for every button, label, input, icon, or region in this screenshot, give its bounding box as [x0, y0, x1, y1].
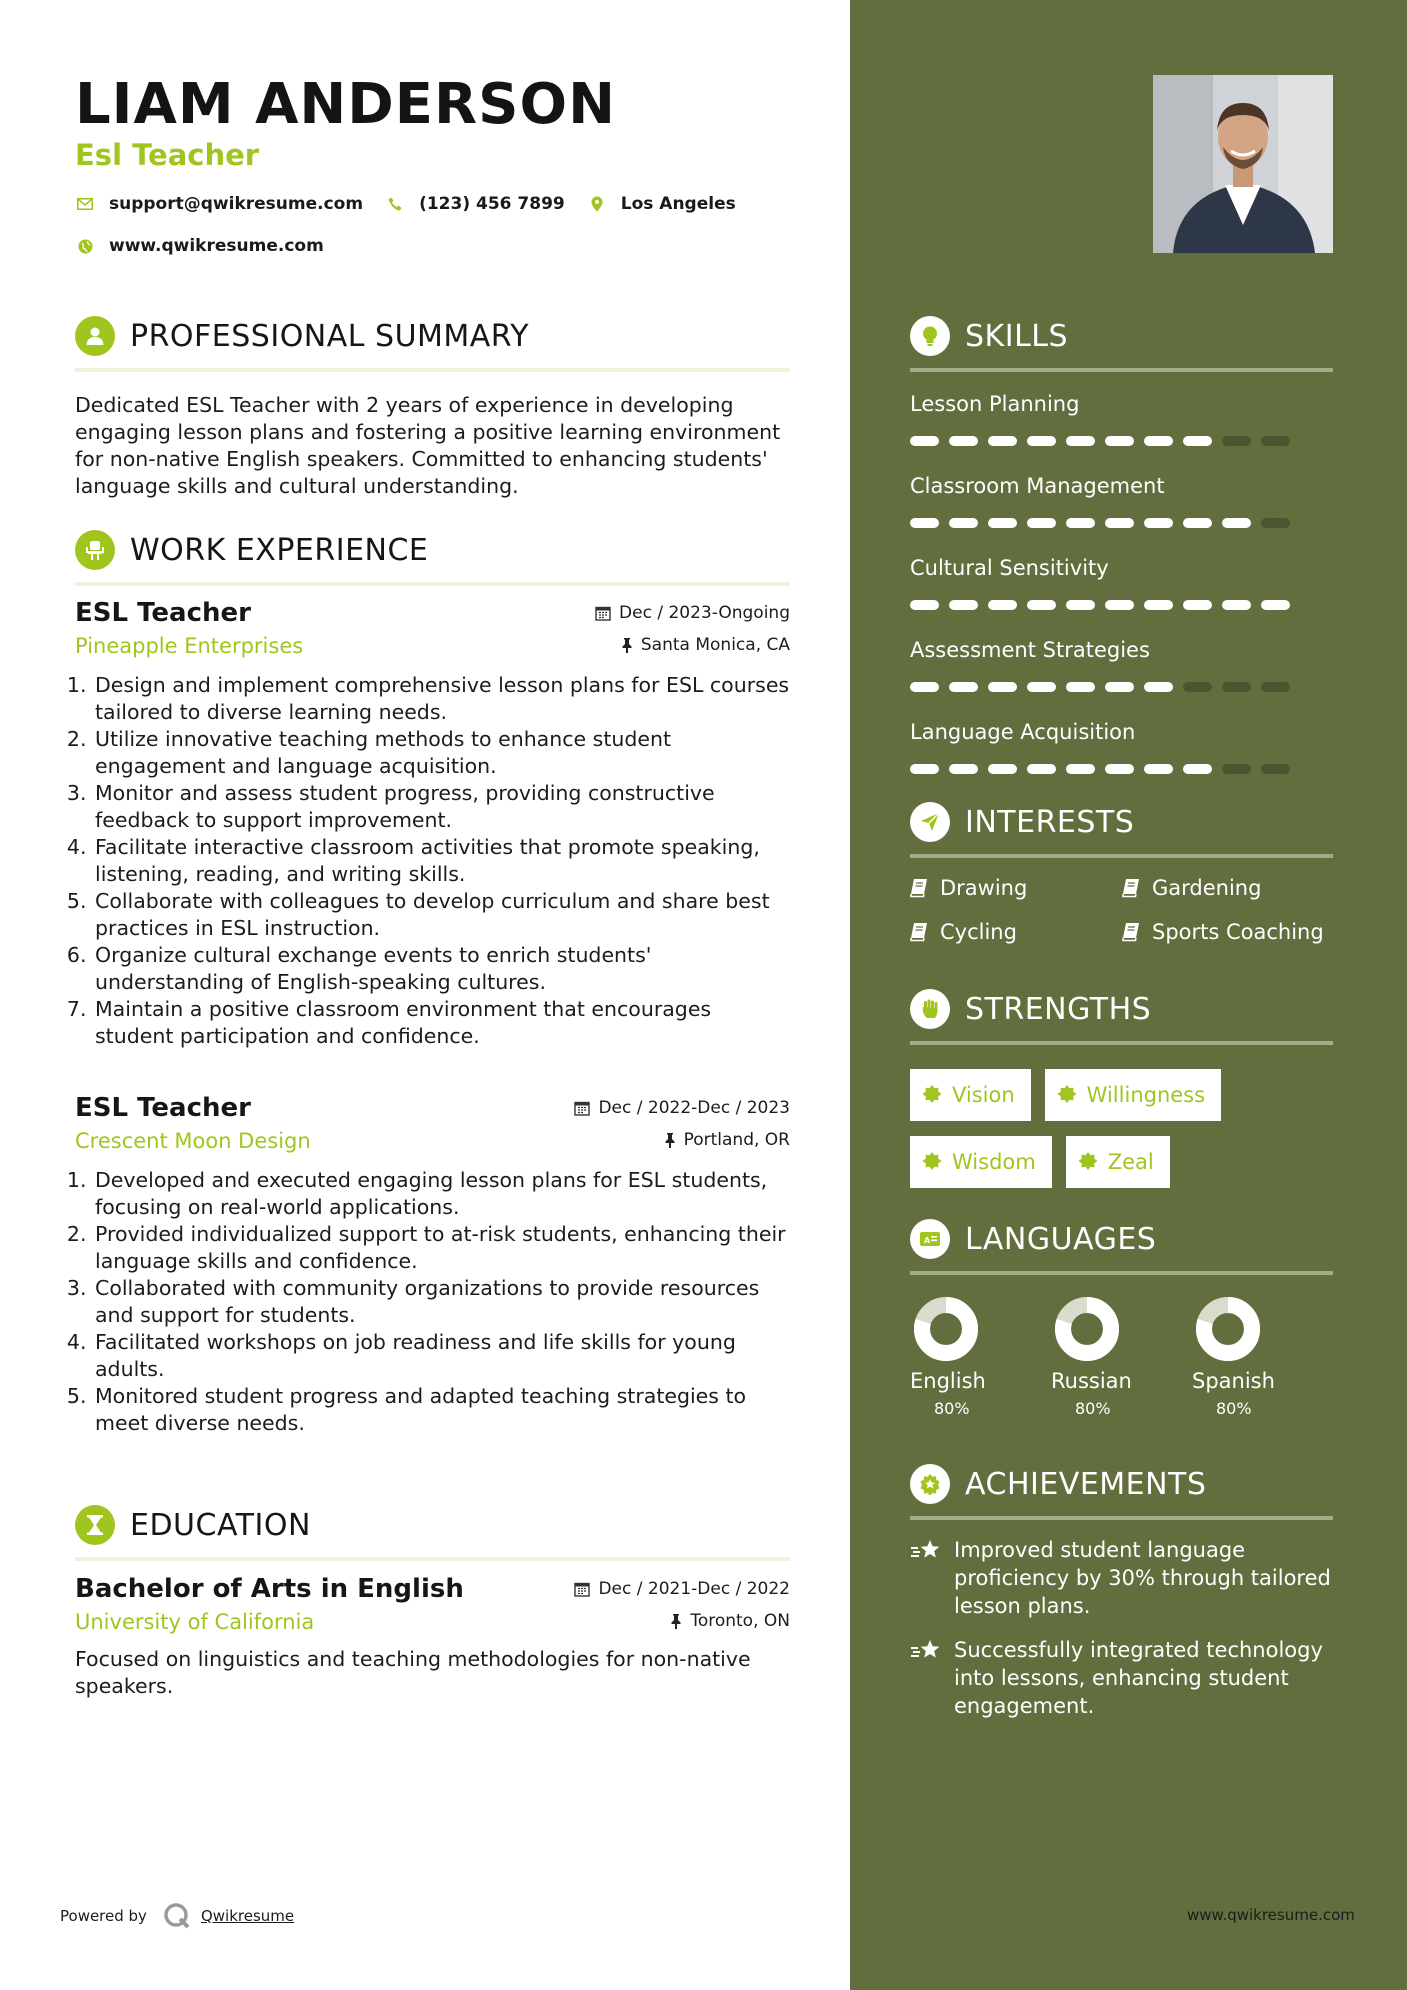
shooting-star-icon	[910, 1638, 942, 1664]
skill-level-dash	[1222, 518, 1251, 528]
badge-icon	[1057, 1085, 1077, 1105]
section-divider	[910, 1271, 1333, 1275]
languages-section	[910, 1217, 1333, 1418]
skill-level-dash	[1027, 600, 1056, 610]
skills-heading: SKILLS	[965, 318, 1069, 354]
skill-level-dash	[1027, 436, 1056, 446]
skill-level-dash	[1222, 682, 1251, 692]
phone-icon	[385, 194, 405, 214]
skill-name: Classroom Management	[910, 474, 1165, 498]
language-name: English	[910, 1369, 986, 1393]
skill-level-dash	[1183, 518, 1212, 528]
skill-level-dash	[1183, 764, 1212, 774]
skill-level-dash	[1261, 764, 1290, 774]
skill-level-dash	[1144, 682, 1173, 692]
book-icon	[910, 922, 928, 942]
job-date: Dec / 2023-Ongoing	[595, 603, 790, 623]
book-icon	[1122, 922, 1140, 942]
contact-website[interactable]	[75, 236, 324, 256]
skill-level-dash	[910, 518, 939, 528]
skill-level-dash	[1222, 436, 1251, 446]
skill-item	[910, 720, 1333, 774]
section-divider	[910, 1041, 1333, 1045]
skill-name: Language Acquisition	[910, 720, 1136, 744]
skill-level-dash	[1066, 436, 1095, 446]
list-item: 2. Utilize innovative teaching methods to enhance student engagement and language acquisition.	[93, 726, 790, 780]
achievements-list	[910, 1536, 1333, 1720]
summary-section	[75, 314, 790, 500]
list-item: 6. Organize cultural exchange events to enrich students' understanding of English-speaking cultures.	[93, 942, 790, 996]
contact-row-website	[75, 236, 346, 256]
hourglass-icon	[75, 1505, 115, 1545]
education-location: Toronto, ON	[670, 1611, 790, 1631]
interests-heading: INTERESTS	[965, 804, 1135, 840]
pushpin-icon	[664, 1132, 676, 1148]
language-level: 80%	[1216, 1399, 1252, 1418]
language-level: 80%	[1075, 1399, 1111, 1418]
skill-level-dash	[1261, 436, 1290, 446]
qwikresume-logo-icon	[163, 1902, 191, 1930]
skill-level-bar	[910, 436, 1333, 446]
job-bullets	[75, 672, 790, 1050]
skill-level-dash	[1261, 600, 1290, 610]
badge-icon	[1078, 1152, 1098, 1172]
languages-list	[910, 1297, 1333, 1418]
svg-text:A: A	[924, 1236, 931, 1245]
skill-name: Assessment Strategies	[910, 638, 1150, 662]
fist-icon	[910, 989, 950, 1029]
language-item	[910, 1297, 1051, 1418]
skill-level-dash	[1105, 764, 1134, 774]
list-item: 3. Collaborated with community organizations to provide resources and support for students.	[93, 1275, 790, 1329]
list-item: Improved student language proficiency by 30% through tailored lesson plans.	[910, 1536, 1333, 1620]
job-company: Crescent Moon Design	[75, 1129, 311, 1153]
skill-level-dash	[1183, 682, 1212, 692]
skill-level-dash	[1066, 764, 1095, 774]
skill-level-bar	[910, 518, 1333, 528]
pushpin-icon	[621, 637, 633, 653]
strengths-section	[910, 987, 1333, 1203]
badge-icon	[922, 1152, 942, 1172]
calendar-icon	[574, 1100, 590, 1116]
calendar-icon	[595, 605, 611, 621]
skill-level-dash	[1105, 682, 1134, 692]
achievements-heading: ACHIEVEMENTS	[965, 1466, 1207, 1502]
id-card-icon	[910, 1219, 950, 1259]
skill-item	[910, 392, 1333, 446]
chair-icon	[75, 530, 115, 570]
job-entry	[75, 598, 790, 1050]
school-name: University of California	[75, 1610, 315, 1634]
job-entry	[75, 1093, 790, 1437]
skill-level-dash	[1144, 518, 1173, 528]
calendar-icon	[574, 1581, 590, 1597]
list-item: 4. Facilitate interactive classroom activities that promote speaking, listening, reading, and writing skills.	[93, 834, 790, 888]
strength-tag: Willingness	[1045, 1069, 1221, 1121]
education-entry	[75, 1574, 790, 1700]
skill-level-dash	[988, 600, 1017, 610]
skills-list	[910, 392, 1333, 774]
job-position: ESL Teacher	[75, 1093, 251, 1123]
strengths-heading: STRENGTHS	[965, 991, 1152, 1027]
pushpin-icon	[670, 1613, 682, 1629]
skill-level-dash	[1027, 764, 1056, 774]
language-item	[1192, 1297, 1333, 1418]
skill-level-dash	[1066, 518, 1095, 528]
skill-level-dash	[1105, 518, 1134, 528]
powered-by-text: Powered by	[60, 1907, 147, 1925]
section-divider	[75, 1557, 790, 1561]
skill-level-dash	[910, 436, 939, 446]
strength-tag: Zeal	[1066, 1136, 1170, 1188]
skill-level-dash	[949, 764, 978, 774]
language-ring	[1055, 1297, 1119, 1361]
skill-level-dash	[1066, 600, 1095, 610]
brand-link[interactable]: Qwikresume	[200, 1907, 295, 1925]
list-item: Cycling	[910, 920, 1122, 944]
skill-item	[910, 474, 1333, 528]
skill-level-dash	[1027, 682, 1056, 692]
skill-level-dash	[988, 518, 1017, 528]
skill-level-dash	[988, 436, 1017, 446]
candidate-name: LIAM ANDERSON	[75, 72, 616, 137]
contact-email[interactable]	[75, 194, 363, 214]
skill-level-dash	[1183, 600, 1212, 610]
footer-website[interactable]: www.qwikresume.com	[1187, 1906, 1355, 1924]
candidate-title: Esl Teacher	[75, 138, 260, 172]
skill-level-dash	[1183, 436, 1212, 446]
skill-level-bar	[910, 600, 1333, 610]
book-icon	[1122, 878, 1140, 898]
shooting-star-icon	[910, 1538, 942, 1564]
skill-level-dash	[1144, 436, 1173, 446]
skill-item	[910, 556, 1333, 610]
experience-heading: WORK EXPERIENCE	[130, 532, 429, 568]
list-item: Drawing	[910, 876, 1122, 900]
footer-powered-by	[60, 1902, 294, 1930]
job-location: Santa Monica, CA	[621, 635, 790, 655]
skill-level-dash	[910, 764, 939, 774]
list-item: Successfully integrated technology into lessons, enhancing student engagement.	[910, 1636, 1333, 1720]
languages-heading: LANGUAGES	[965, 1221, 1157, 1257]
skill-level-dash	[1261, 682, 1290, 692]
language-level: 80%	[934, 1399, 970, 1418]
paper-plane-icon	[910, 802, 950, 842]
skill-level-dash	[1261, 518, 1290, 528]
location-text: Los Angeles	[620, 194, 736, 214]
badge-icon	[922, 1085, 942, 1105]
user-icon	[75, 316, 115, 356]
section-divider	[910, 368, 1333, 372]
skill-level-bar	[910, 682, 1333, 692]
star-badge-icon	[910, 1464, 950, 1504]
list-item: 5. Collaborate with colleagues to develop curriculum and share best practices in ESL instruction.	[93, 888, 790, 942]
degree-name: Bachelor of Arts in English	[75, 1574, 464, 1604]
skill-level-dash	[1144, 764, 1173, 774]
skill-level-dash	[910, 682, 939, 692]
skill-level-dash	[1027, 518, 1056, 528]
globe-icon	[75, 236, 95, 256]
skill-level-dash	[1066, 682, 1095, 692]
contact-row	[75, 194, 758, 214]
summary-text: Dedicated ESL Teacher with 2 years of experience in developing engaging lesson plans and fostering a positive learning environment for non-native English speakers. Committed to enhancing students' language skills and cultural understanding.	[75, 393, 781, 498]
job-date: Dec / 2022-Dec / 2023	[574, 1098, 790, 1118]
contact-location	[587, 194, 736, 214]
skill-level-dash	[949, 436, 978, 446]
language-item	[1051, 1297, 1192, 1418]
section-divider	[75, 582, 790, 586]
job-company: Pineapple Enterprises	[75, 634, 304, 658]
book-icon	[910, 878, 928, 898]
list-item: 3. Monitor and assess student progress, providing constructive feedback to support improvement.	[93, 780, 790, 834]
section-divider	[75, 368, 790, 372]
skill-level-dash	[1222, 764, 1251, 774]
language-name: Spanish	[1192, 1369, 1275, 1393]
list-item: 1. Developed and executed engaging lesson plans for ESL students, focusing on real-world applications.	[93, 1167, 790, 1221]
list-item: Gardening	[1122, 876, 1334, 900]
experience-section	[75, 528, 790, 586]
list-item: 5. Monitored student progress and adapted teaching strategies to meet diverse needs.	[93, 1383, 790, 1437]
list-item: 2. Provided individualized support to at-risk students, enhancing their language skills and confidence.	[93, 1221, 790, 1275]
skill-level-dash	[1222, 600, 1251, 610]
skill-level-dash	[988, 764, 1017, 774]
list-item: 1. Design and implement comprehensive lesson plans for ESL courses tailored to diverse learning needs.	[93, 672, 790, 726]
list-item: Sports Coaching	[1122, 920, 1334, 944]
skill-level-dash	[1105, 436, 1134, 446]
skill-level-dash	[1105, 600, 1134, 610]
language-name: Russian	[1051, 1369, 1132, 1393]
achievements-section	[910, 1462, 1333, 1736]
language-ring	[1196, 1297, 1260, 1361]
skills-section	[910, 314, 1333, 802]
envelope-icon	[75, 194, 95, 214]
interests-section	[910, 800, 1333, 944]
phone-text: (123) 456 7899	[419, 194, 565, 214]
job-bullets	[75, 1167, 790, 1437]
skill-level-dash	[949, 600, 978, 610]
profile-photo	[1153, 75, 1333, 253]
language-ring	[914, 1297, 978, 1361]
strength-tag: Vision	[910, 1069, 1031, 1121]
education-section	[75, 1503, 790, 1561]
section-divider	[910, 854, 1333, 858]
skill-name: Lesson Planning	[910, 392, 1080, 416]
contact-phone[interactable]	[385, 194, 565, 214]
education-heading: EDUCATION	[130, 1507, 311, 1543]
skill-level-dash	[949, 518, 978, 528]
education-description: Focused on linguistics and teaching methodologies for non-native speakers.	[75, 1647, 751, 1698]
lightbulb-icon	[910, 316, 950, 356]
job-location: Portland, OR	[664, 1130, 790, 1150]
education-date: Dec / 2021-Dec / 2022	[574, 1579, 790, 1599]
list-item: 7. Maintain a positive classroom environment that encourages student participation and confidence.	[93, 996, 790, 1050]
skill-level-dash	[910, 600, 939, 610]
section-divider	[910, 1516, 1333, 1520]
summary-heading: PROFESSIONAL SUMMARY	[130, 318, 530, 354]
strength-tag: Wisdom	[910, 1136, 1052, 1188]
list-item: 4. Facilitated workshops on job readiness and life skills for young adults.	[93, 1329, 790, 1383]
skill-name: Cultural Sensitivity	[910, 556, 1109, 580]
website-text: www.qwikresume.com	[109, 236, 324, 256]
email-text: support@qwikresume.com	[109, 194, 364, 214]
skill-item	[910, 638, 1333, 692]
skill-level-bar	[910, 764, 1333, 774]
skill-level-dash	[949, 682, 978, 692]
map-pin-icon	[587, 194, 607, 214]
job-position: ESL Teacher	[75, 598, 251, 628]
skill-level-dash	[988, 682, 1017, 692]
strengths-list	[910, 1069, 1333, 1203]
interests-list	[910, 876, 1333, 944]
skill-level-dash	[1144, 600, 1173, 610]
